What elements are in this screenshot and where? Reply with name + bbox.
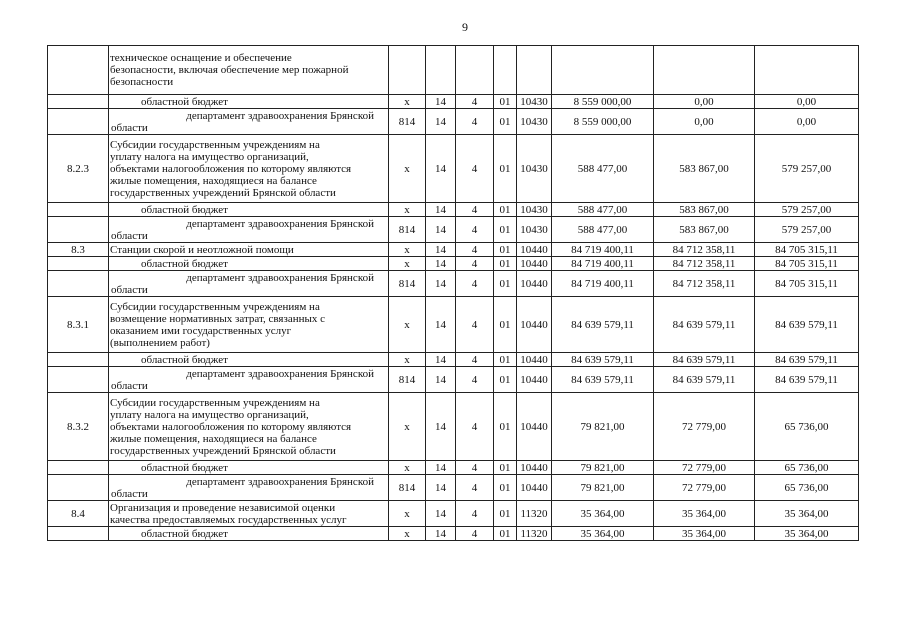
amount-year-1: 588 477,00: [552, 203, 654, 217]
amount-year-2: 84 639 579,11: [654, 353, 755, 367]
description-line: областной бюджет: [141, 203, 228, 216]
code-admin: 814: [389, 367, 426, 393]
row-number: 8.3: [48, 243, 109, 257]
row-number: [48, 217, 109, 243]
amount-year-1: 79 821,00: [552, 475, 654, 501]
code-program: 01: [494, 527, 517, 541]
amount-year-3: 84 705 315,11: [755, 257, 859, 271]
table-row: [48, 461, 859, 475]
code-section: 14: [426, 393, 456, 461]
row-description: [109, 527, 389, 541]
code-program: 01: [494, 475, 517, 501]
code-section: 14: [426, 203, 456, 217]
description-line: Субсидии государственным учреждениям на: [110, 138, 320, 151]
code-section: 14: [426, 501, 456, 527]
description-line: областной бюджет: [141, 527, 228, 540]
row-number: 8.2.3: [48, 135, 109, 203]
code-subsection: 4: [456, 297, 494, 353]
amount-year-2: 84 712 358,11: [654, 243, 755, 257]
amount-year-1: 84 719 400,11: [552, 271, 654, 297]
amount-year-2: 72 779,00: [654, 393, 755, 461]
code-section: 14: [426, 353, 456, 367]
description-line: жилые помещения, находящиеся на балансе: [110, 432, 317, 445]
row-number: [48, 203, 109, 217]
code-subsection: 4: [456, 393, 494, 461]
code-item: 10440: [517, 297, 552, 353]
description-line: областной бюджет: [141, 257, 228, 270]
code-section: 14: [426, 95, 456, 109]
code-subsection: 4: [456, 527, 494, 541]
code-item: 10440: [517, 243, 552, 257]
amount-year-2: 35 364,00: [654, 501, 755, 527]
budget-table-wrapper: [47, 45, 859, 541]
table-body: [48, 46, 859, 541]
code-subsection: 4: [456, 217, 494, 243]
row-description: [109, 353, 389, 367]
amount-year-3: 579 257,00: [755, 217, 859, 243]
code-section: 14: [426, 475, 456, 501]
code-program: 01: [494, 203, 517, 217]
row-description: [109, 271, 389, 297]
code-admin: x: [389, 501, 426, 527]
code-subsection: 4: [456, 257, 494, 271]
row-description: [109, 203, 389, 217]
code-section: 14: [426, 367, 456, 393]
code-section: [426, 46, 456, 95]
description-line: Субсидии государственным учреждениям на: [110, 396, 320, 409]
description-line: техническое оснащение и обеспечение: [110, 52, 292, 64]
code-item: 10440: [517, 257, 552, 271]
code-subsection: 4: [456, 475, 494, 501]
amount-year-1: 35 364,00: [552, 501, 654, 527]
code-program: 01: [494, 95, 517, 109]
amount-year-1: 84 639 579,11: [552, 367, 654, 393]
code-admin: [389, 46, 426, 95]
amount-year-2: 72 779,00: [654, 475, 755, 501]
code-section: 14: [426, 297, 456, 353]
row-description: [109, 367, 389, 393]
table-row: [48, 109, 859, 135]
amount-year-3: 65 736,00: [755, 461, 859, 475]
amount-year-1: 84 639 579,11: [552, 353, 654, 367]
row-number: [48, 46, 109, 95]
code-admin: 814: [389, 475, 426, 501]
code-admin: x: [389, 353, 426, 367]
table-row: [48, 297, 859, 353]
row-number: [48, 95, 109, 109]
code-admin: 814: [389, 271, 426, 297]
amount-year-1: 84 719 400,11: [552, 257, 654, 271]
table-row: [48, 501, 859, 527]
amount-year-2: 35 364,00: [654, 527, 755, 541]
description-line: департамент здравоохранения Брянской: [186, 217, 374, 230]
description-line: Субсидии государственным учреждениям на: [110, 300, 320, 313]
amount-year-2: [654, 46, 755, 95]
amount-year-1: 588 477,00: [552, 217, 654, 243]
table-row: [48, 367, 859, 393]
code-subsection: 4: [456, 501, 494, 527]
amount-year-3: 84 705 315,11: [755, 243, 859, 257]
page-number: 9: [462, 20, 468, 34]
amount-year-2: 84 639 579,11: [654, 297, 755, 353]
code-item: 10440: [517, 461, 552, 475]
code-section: 14: [426, 461, 456, 475]
table-row: [48, 217, 859, 243]
code-subsection: 4: [456, 243, 494, 257]
code-item: 11320: [517, 527, 552, 541]
row-number: [48, 271, 109, 297]
description-line: оказанием ими государственных услуг: [110, 324, 292, 337]
amount-year-2: 0,00: [654, 109, 755, 135]
description-line: жилые помещения, находящиеся на балансе: [110, 174, 317, 187]
amount-year-2: 583 867,00: [654, 135, 755, 203]
code-program: 01: [494, 297, 517, 353]
row-description: [109, 135, 389, 203]
code-admin: x: [389, 135, 426, 203]
description-line: уплату налога на имущество организаций,: [110, 408, 309, 421]
table-row: [48, 95, 859, 109]
amount-year-2: 583 867,00: [654, 217, 755, 243]
row-description: [109, 217, 389, 243]
description-line: (выполнением работ): [110, 336, 210, 349]
code-section: 14: [426, 527, 456, 541]
code-admin: x: [389, 297, 426, 353]
amount-year-1: 79 821,00: [552, 393, 654, 461]
description-line: государственных учреждений Брянской области: [110, 186, 336, 199]
code-admin: x: [389, 527, 426, 541]
code-section: 14: [426, 217, 456, 243]
code-item: 10440: [517, 367, 552, 393]
amount-year-1: 84 719 400,11: [552, 243, 654, 257]
description-line: департамент здравоохранения Брянской: [186, 367, 374, 380]
amount-year-2: 0,00: [654, 95, 755, 109]
description-line: государственных учреждений Брянской области: [110, 444, 336, 457]
code-item: 10440: [517, 475, 552, 501]
amount-year-1: 588 477,00: [552, 135, 654, 203]
code-program: 01: [494, 109, 517, 135]
code-item: 10430: [517, 109, 552, 135]
code-subsection: 4: [456, 353, 494, 367]
row-number: [48, 475, 109, 501]
code-item: 11320: [517, 501, 552, 527]
row-description: [109, 393, 389, 461]
amount-year-3: 0,00: [755, 95, 859, 109]
amount-year-1: 8 559 000,00: [552, 109, 654, 135]
row-number: 8.3.2: [48, 393, 109, 461]
row-description: [109, 243, 389, 257]
description-line: областной бюджет: [141, 353, 228, 366]
amount-year-2: 583 867,00: [654, 203, 755, 217]
amount-year-2: 72 779,00: [654, 461, 755, 475]
row-number: 8.3.1: [48, 297, 109, 353]
code-subsection: 4: [456, 461, 494, 475]
code-item: 10430: [517, 95, 552, 109]
table-row: [48, 257, 859, 271]
row-number: [48, 109, 109, 135]
amount-year-2: 84 712 358,11: [654, 257, 755, 271]
description-line: объектами налогообложения по которому являются: [110, 162, 352, 175]
row-number: 8.4: [48, 501, 109, 527]
table-row: [48, 271, 859, 297]
code-admin: x: [389, 95, 426, 109]
code-subsection: 4: [456, 135, 494, 203]
code-program: 01: [494, 243, 517, 257]
budget-table: [47, 45, 859, 541]
amount-year-1: 84 639 579,11: [552, 297, 654, 353]
code-subsection: 4: [456, 367, 494, 393]
code-program: 01: [494, 501, 517, 527]
table-row: [48, 527, 859, 541]
description-line: объектами налогообложения по которому являются: [110, 420, 352, 433]
description-line: Станции скорой и неотложной помощи: [110, 243, 294, 256]
code-admin: x: [389, 203, 426, 217]
row-number: [48, 527, 109, 541]
amount-year-3: 579 257,00: [755, 135, 859, 203]
code-admin: x: [389, 461, 426, 475]
table-row: [48, 203, 859, 217]
code-item: 10440: [517, 271, 552, 297]
amount-year-1: [552, 46, 654, 95]
amount-year-3: 84 639 579,11: [755, 367, 859, 393]
code-program: 01: [494, 461, 517, 475]
amount-year-3: 35 364,00: [755, 501, 859, 527]
row-description: [109, 461, 389, 475]
code-program: 01: [494, 353, 517, 367]
code-subsection: 4: [456, 95, 494, 109]
table-row: [48, 475, 859, 501]
row-description: [109, 297, 389, 353]
table-row: [48, 243, 859, 257]
description-line: областной бюджет: [141, 461, 228, 474]
amount-year-1: 79 821,00: [552, 461, 654, 475]
description-line: возмещение нормативных затрат, связанных с: [110, 312, 326, 325]
row-number: [48, 367, 109, 393]
code-section: 14: [426, 257, 456, 271]
description-line: департамент здравоохранения Брянской: [186, 271, 374, 284]
code-admin: 814: [389, 109, 426, 135]
code-item: 10430: [517, 217, 552, 243]
table-row: [48, 135, 859, 203]
code-section: 14: [426, 135, 456, 203]
code-item: 10430: [517, 135, 552, 203]
code-admin: 814: [389, 217, 426, 243]
table-row: [48, 46, 859, 95]
code-section: 14: [426, 109, 456, 135]
amount-year-1: 35 364,00: [552, 527, 654, 541]
code-item: 10440: [517, 393, 552, 461]
code-program: 01: [494, 257, 517, 271]
description-line: области: [111, 229, 148, 242]
amount-year-3: 579 257,00: [755, 203, 859, 217]
code-admin: x: [389, 243, 426, 257]
description-line: департамент здравоохранения Брянской: [186, 109, 374, 122]
code-program: 01: [494, 135, 517, 203]
code-item: [517, 46, 552, 95]
description-line: Организация и проведение независимой оценки: [110, 501, 336, 514]
amount-year-3: 84 639 579,11: [755, 297, 859, 353]
amount-year-3: 84 705 315,11: [755, 271, 859, 297]
code-subsection: 4: [456, 271, 494, 297]
code-section: 14: [426, 271, 456, 297]
code-subsection: [456, 46, 494, 95]
code-program: 01: [494, 217, 517, 243]
code-program: 01: [494, 367, 517, 393]
amount-year-3: 35 364,00: [755, 527, 859, 541]
table-row: [48, 353, 859, 367]
row-description: [109, 109, 389, 135]
table-row: [48, 393, 859, 461]
code-program: [494, 46, 517, 95]
amount-year-3: 65 736,00: [755, 475, 859, 501]
row-description: [109, 95, 389, 109]
amount-year-3: 65 736,00: [755, 393, 859, 461]
description-line: безопасности, включая обеспечение мер пожарной: [110, 64, 349, 76]
code-program: 01: [494, 393, 517, 461]
code-program: 01: [494, 271, 517, 297]
code-subsection: 4: [456, 203, 494, 217]
amount-year-3: [755, 46, 859, 95]
code-subsection: 4: [456, 109, 494, 135]
code-section: 14: [426, 243, 456, 257]
row-number: [48, 257, 109, 271]
row-description: [109, 46, 389, 95]
code-item: 10430: [517, 203, 552, 217]
row-description: [109, 501, 389, 527]
description-line: уплату налога на имущество организаций,: [110, 150, 309, 163]
description-line: безопасности: [110, 76, 174, 88]
amount-year-3: 0,00: [755, 109, 859, 135]
description-line: области: [111, 283, 148, 296]
code-admin: x: [389, 393, 426, 461]
code-admin: x: [389, 257, 426, 271]
amount-year-3: 84 639 579,11: [755, 353, 859, 367]
amount-year-2: 84 712 358,11: [654, 271, 755, 297]
amount-year-1: 8 559 000,00: [552, 95, 654, 109]
row-description: [109, 257, 389, 271]
row-description: [109, 475, 389, 501]
description-line: областной бюджет: [141, 95, 228, 108]
description-line: области: [111, 487, 148, 500]
description-line: области: [111, 379, 148, 392]
row-number: [48, 461, 109, 475]
row-number: [48, 353, 109, 367]
description-line: качества предоставляемых государственных услуг: [110, 513, 347, 526]
code-item: 10440: [517, 353, 552, 367]
amount-year-2: 84 639 579,11: [654, 367, 755, 393]
description-line: области: [111, 121, 148, 134]
description-line: департамент здравоохранения Брянской: [186, 475, 374, 488]
